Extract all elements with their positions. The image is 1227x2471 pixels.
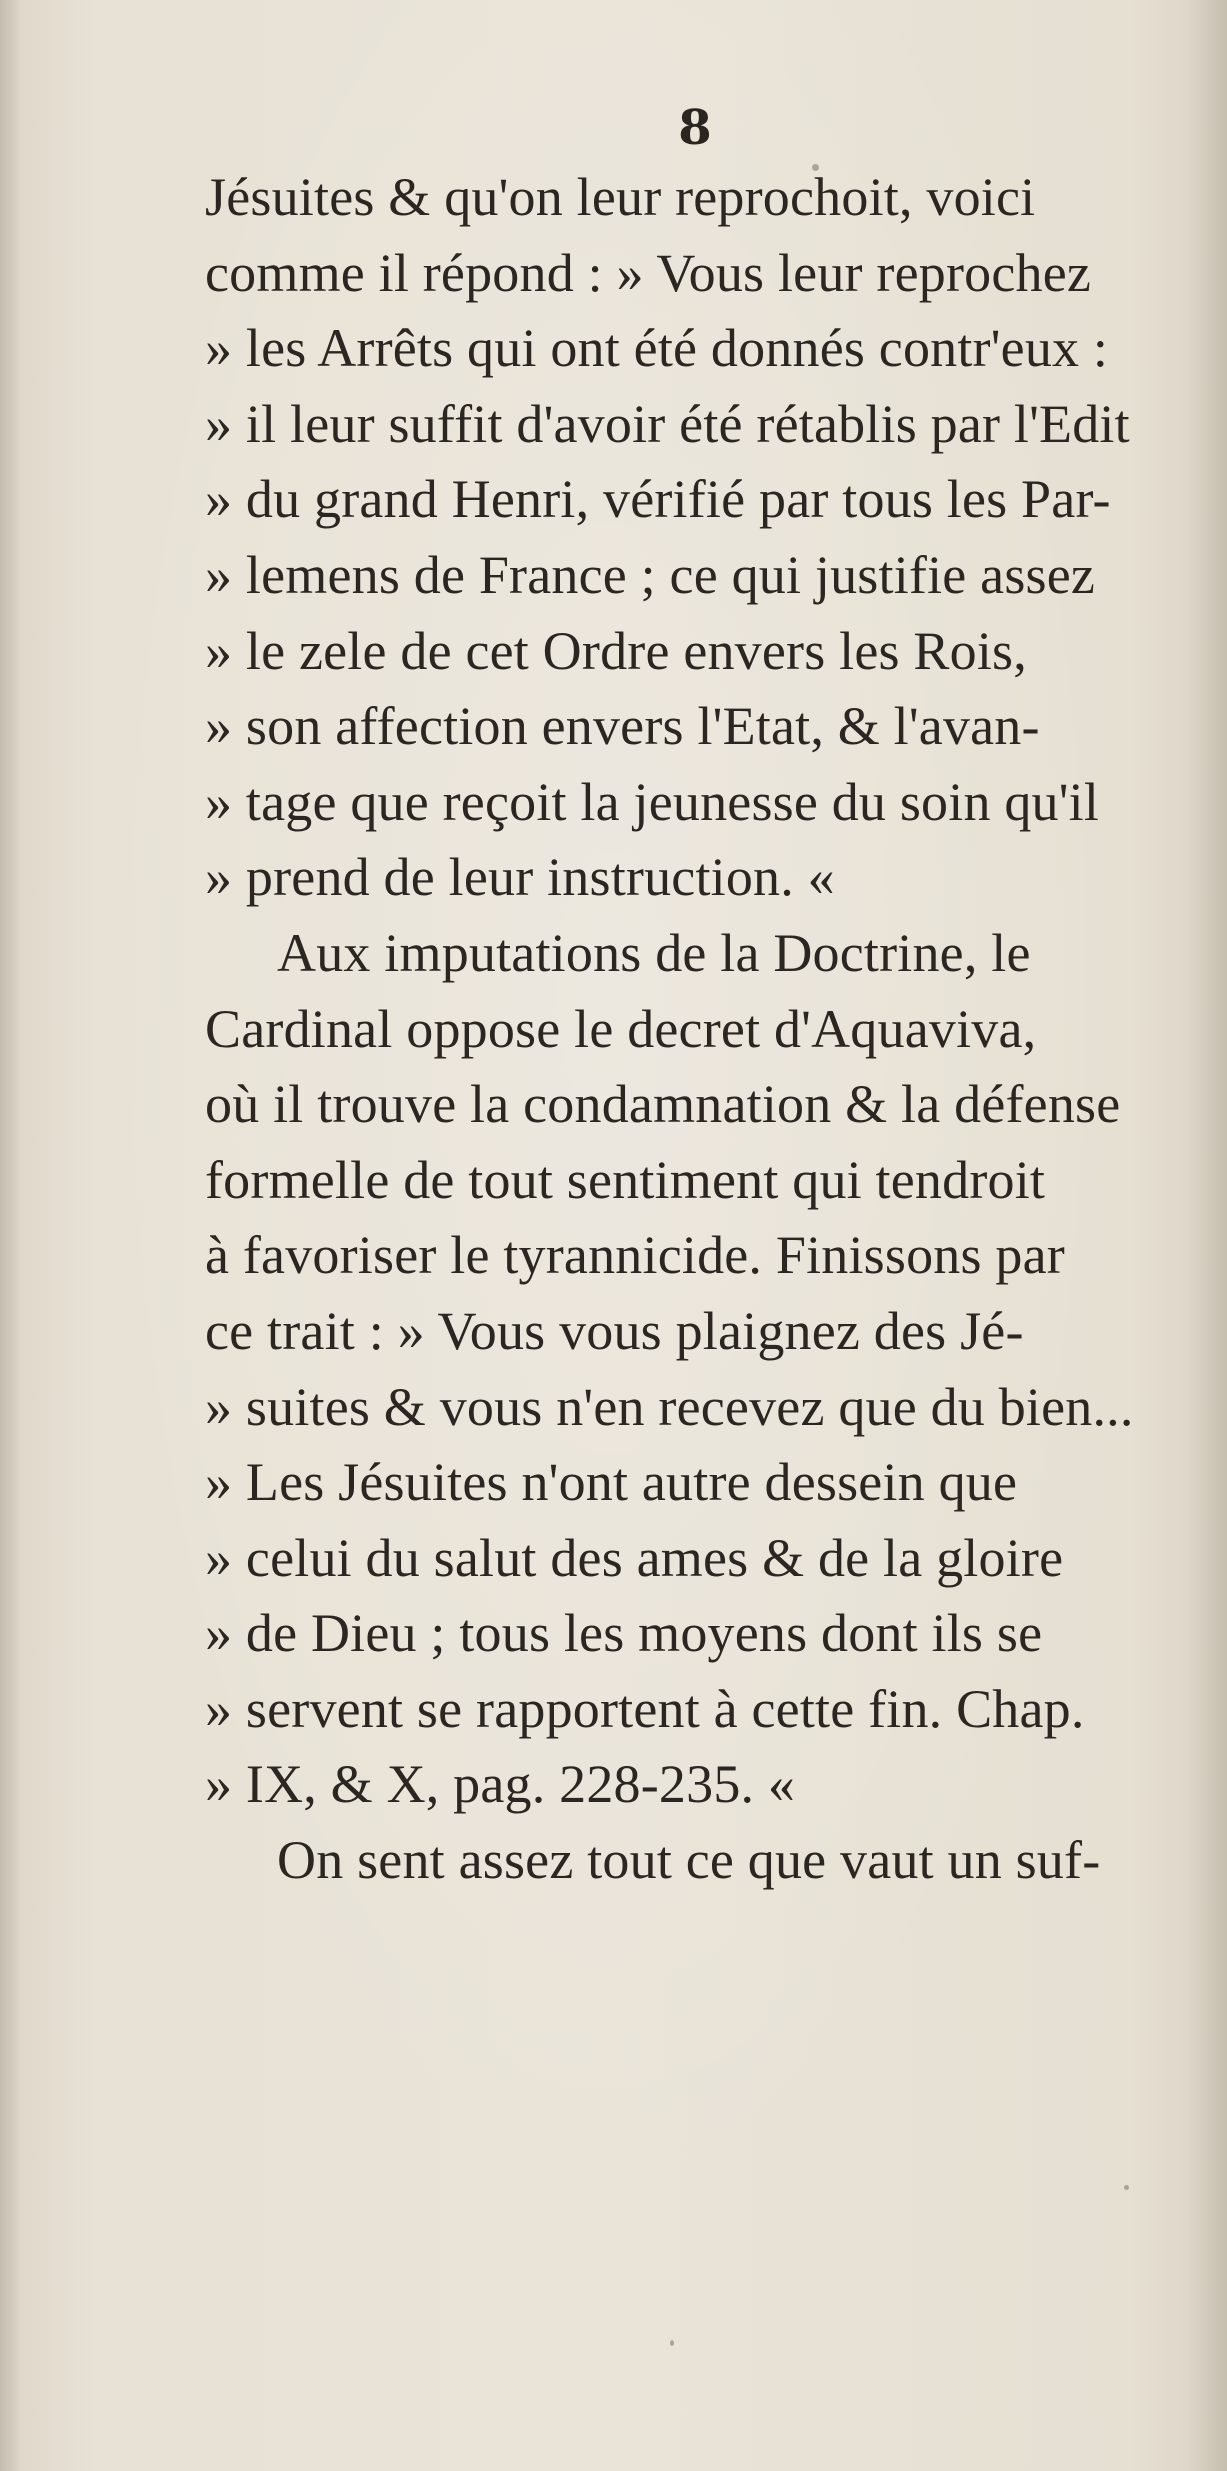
text-line: ce trait : » Vous vous plaignez des Jé-: [205, 1300, 1024, 1361]
ink-speck: [670, 2340, 674, 2346]
paragraph-start-line: On sent assez tout ce que vaut un suf-: [277, 1830, 1101, 1891]
text-line: » lemens de France ; ce qui justifie assez: [205, 544, 1096, 605]
text-line: où il trouve la condamnation & la défense: [205, 1074, 1121, 1135]
page-number: 8: [678, 100, 712, 156]
text-line: » les Arrêts qui ont été donnés contr'eux :: [205, 318, 1109, 379]
text-line: comme il répond : » Vous leur reprochez: [205, 242, 1092, 303]
text-line: Cardinal oppose le decret d'Aquaviva,: [205, 998, 1037, 1059]
text-line: » de Dieu ; tous les moyens dont ils se: [205, 1603, 1043, 1664]
text-line: » celui du salut des ames & de la gloire: [205, 1527, 1064, 1588]
text-line: » suites & vous n'en recevez que du bien...: [205, 1376, 1134, 1437]
ink-speck: [1124, 2185, 1129, 2190]
page-right-shadow: [1187, 0, 1227, 2471]
ink-speck: [812, 164, 819, 171]
text-line: » servent se rapportent à cette fin. Chap.: [205, 1678, 1085, 1739]
text-line: » du grand Henri, vérifié par tous les Par-: [205, 469, 1111, 530]
text-line: à favoriser le tyrannicide. Finissons par: [205, 1225, 1065, 1286]
text-line: » prend de leur instruction. «: [205, 847, 835, 908]
paragraph-start-line: Aux imputations de la Doctrine, le: [277, 922, 1031, 983]
text-line: » il leur suffit d'avoir été rétablis par l'Edit: [205, 393, 1130, 454]
text-line: » le zele de cet Ordre envers les Rois,: [205, 620, 1027, 681]
text-line: » son affection envers l'Etat, & l'avan-: [205, 696, 1040, 757]
page-left-shadow: [0, 0, 22, 2471]
text-line: » Les Jésuites n'ont autre dessein que: [205, 1452, 1018, 1513]
text-line: » tage que reçoit la jeunesse du soin qu'il: [205, 771, 1100, 832]
body-text: [205, 160, 1190, 1899]
text-line: Jésuites & qu'on leur reprochoit, voici: [205, 167, 1036, 227]
text-line: formelle de tout sentiment qui tendroit: [205, 1149, 1046, 1210]
text-line: » IX, & X, pag. 228-235. «: [205, 1754, 796, 1815]
